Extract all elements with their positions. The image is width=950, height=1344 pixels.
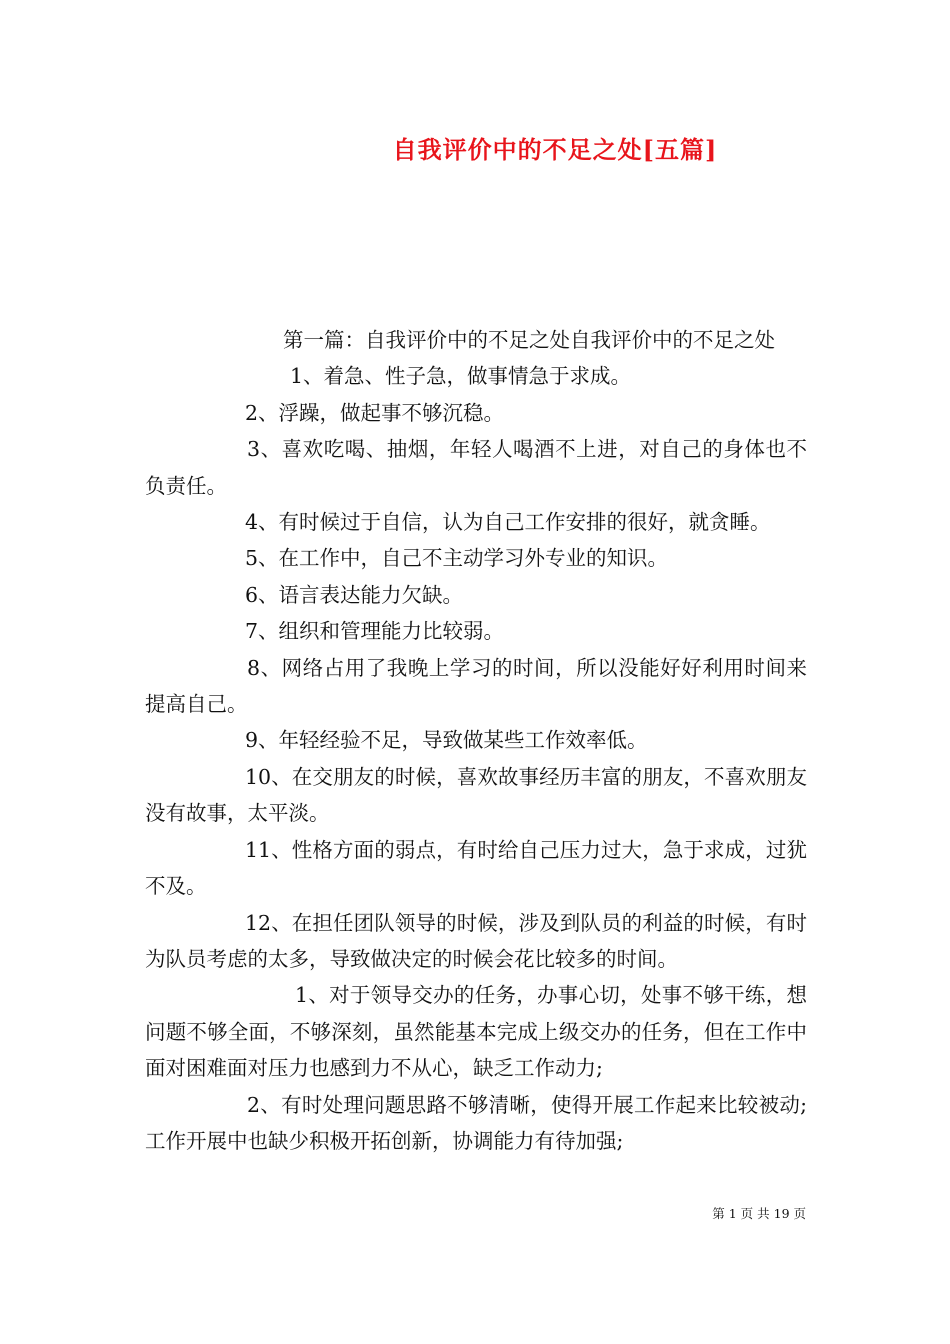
paragraph-item-4: 4、有时候过于自信，认为自己工作安排的很好，就贪睡。: [245, 510, 771, 535]
document-body: [145, 322, 807, 1159]
paragraph-item-5: 5、在工作中，自己不主动学习外专业的知识。: [245, 546, 669, 571]
paragraph-item-7: 7、组织和管理能力比较弱。: [245, 619, 505, 644]
paragraph-item-11: 11、性格方面的弱点，有时给自己压力过大，急于求成，过犹不及。: [145, 837, 807, 899]
paragraph-item-12: 12、在担任团队领导的时候，涉及到队员的利益的时候，有时为队员考虑的太多，导致做决定的时候会花比较多的时间。: [145, 910, 807, 971]
paragraph-item-1: 1、着急、性子急，做事情急于求成。: [290, 364, 632, 389]
paragraph-item-2: 2、浮躁，做起事不够沉稳。: [245, 400, 505, 425]
page-number-footer: 第 1 页 共 19 页: [712, 1206, 806, 1221]
paragraph-section2-item-2: 2、有时处理问题思路不够清晰，使得开展工作起来比较被动;工作开展中也缺少积极开拓创新，协调能力有待加强;: [145, 1092, 807, 1153]
paragraph-item-8: 8、网络占用了我晚上学习的时间，所以没能好好利用时间来提高自己。: [145, 655, 807, 717]
document-title: 自我评价中的不足之处[五篇]: [392, 135, 718, 164]
paragraph-item-10: 10、在交朋友的时候，喜欢故事经历丰富的朋友，不喜欢朋友没有故事，太平淡。: [145, 764, 807, 826]
paragraph-heading: 第一篇：自我评价中的不足之处自我评价中的不足之处: [283, 328, 775, 352]
paragraph-item-9: 9、年轻经验不足，导致做某些工作效率低。: [245, 728, 648, 753]
paragraph-item-3: 3、喜欢吃喝、抽烟，年轻人喝酒不上进，对自己的身体也不负责任。: [145, 437, 807, 498]
paragraph-section2-item-1: 1、对于领导交办的任务，办事心切，处事不够干练，想问题不够全面，不够深刻，虽然能基本完成上级交办的任务，但在工作中面对困难面对压力也感到力不从心，缺乏工作动力;: [145, 983, 807, 1081]
paragraph-item-6: 6、语言表达能力欠缺。: [245, 582, 464, 607]
